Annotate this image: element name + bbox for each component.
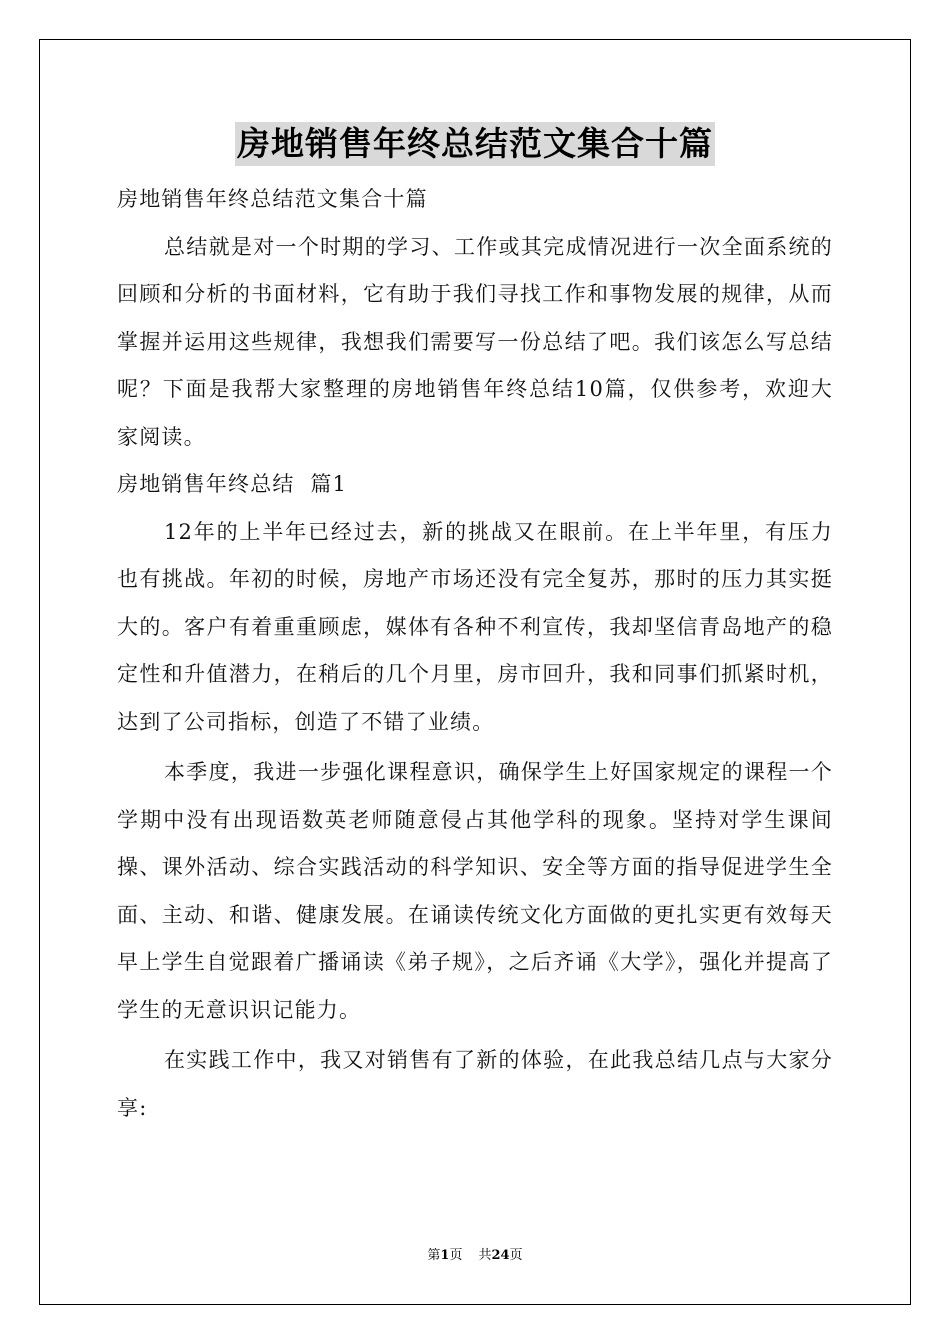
page-unit: 页	[449, 1248, 463, 1263]
total-unit: 页	[509, 1248, 523, 1263]
title-container	[0, 122, 950, 166]
document-title: 房地销售年终总结范文集合十篇	[235, 122, 715, 166]
intro-paragraph: 总结就是对一个时期的学习、工作或其完成情况进行一次全面系统的回顾和分析的书面材料，它有助于我们寻找工作和事物发展的规律，从而掌握并运用这些规律，我想我们需要写一份总结了吧。我们该怎么写总结呢？下面是我帮大家整理的房地销售年终总结10篇，仅供参考，欢迎大家阅读。	[117, 234, 833, 449]
page-footer	[0, 1246, 950, 1266]
page-total: 24	[491, 1248, 510, 1263]
section-heading: 房地销售年终总结 篇1	[117, 472, 348, 496]
document-body	[117, 176, 833, 1132]
document-subtitle: 房地销售年终总结范文集合十篇	[117, 187, 428, 211]
total-prefix: 共	[478, 1248, 492, 1263]
body-paragraph-2: 本季度，我进一步强化课程意识，确保学生上好国家规定的课程一个学期中没有出现语数英老师随意侵占其他学科的现象。坚持对学生课间操、课外活动、综合实践活动的科学知识、安全等方面的指导促进学生全面、主动、和谐、健康发展。在诵读传统文化方面做的更扎实更有效每天早上学生自觉跟着广播诵读《弟子规》，之后齐诵《大学》，强化并提高了学生的无意识识记能力。	[117, 760, 833, 1022]
body-paragraph-1: 12年的上半年已经过去，新的挑战又在眼前。在上半年里，有压力也有挑战。年初的时候，房地产市场还没有完全复苏，那时的压力其实挺大的。客户有着重重顾虑，媒体有各种不利宣传，我却坚信青岛地产的稳定性和升值潜力，在稍后的几个月里，房市回升，我和同事们抓紧时机，达到了公司指标，创造了不错了业绩。	[117, 519, 833, 734]
body-paragraph-3: 在实践工作中，我又对销售有了新的体验，在此我总结几点与大家分享:	[117, 1048, 833, 1120]
page-current: 1	[440, 1248, 450, 1263]
page-prefix: 第	[427, 1248, 441, 1263]
